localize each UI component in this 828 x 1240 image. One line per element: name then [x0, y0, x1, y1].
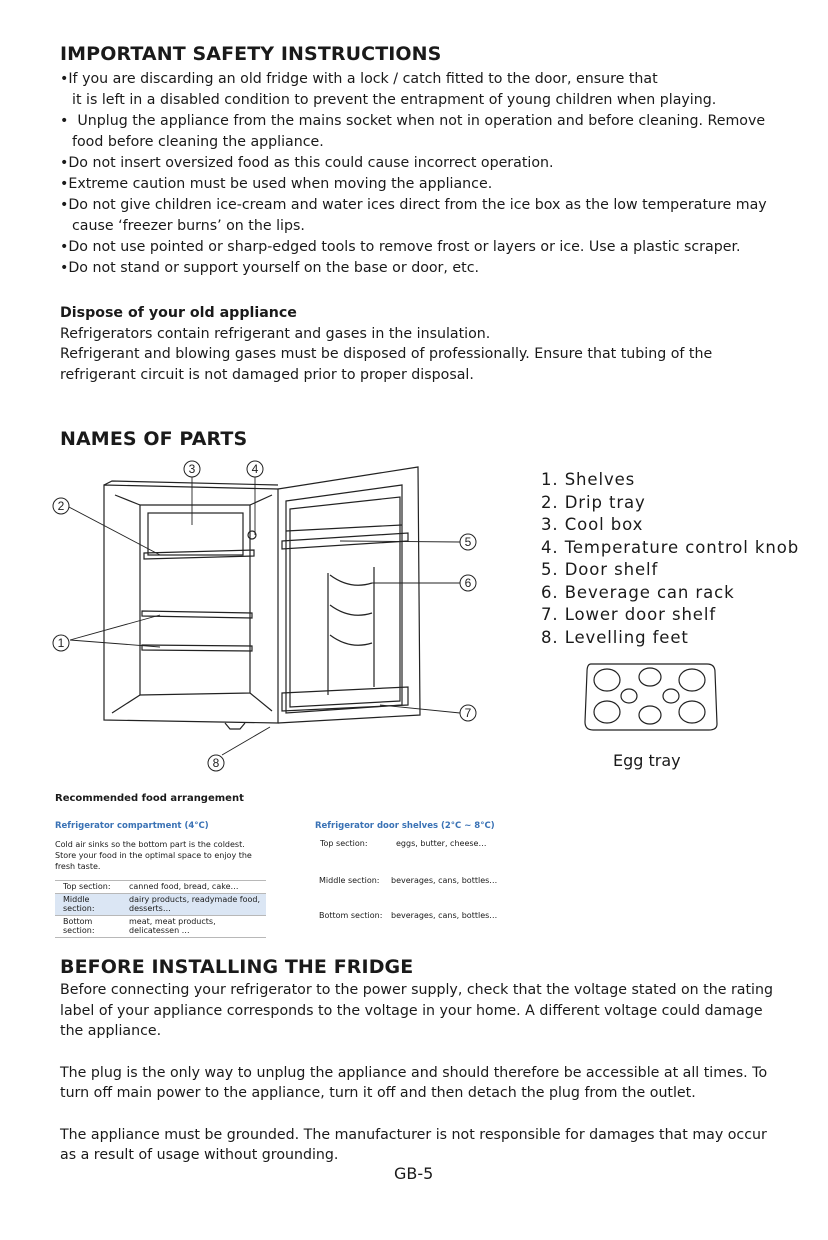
- door-row-middle-items: beverages, cans, bottles…: [391, 876, 498, 885]
- shelf-lower: [142, 645, 252, 651]
- svg-text:6: 6: [464, 576, 472, 590]
- cabinet-outline: [104, 485, 278, 723]
- table-row: Top section: canned food, bread, cake…: [55, 881, 266, 894]
- parts-list: [541, 469, 799, 649]
- door-heading: Refrigerator door shelves (2°C ~ 8°C): [315, 821, 495, 831]
- before-section: [60, 980, 780, 1187]
- svg-text:2: 2: [57, 499, 65, 513]
- part-item: 8. Levelling feet: [541, 627, 689, 647]
- cool-box: [148, 513, 243, 555]
- shelf-upper: [142, 611, 252, 618]
- fridge-diagram: [40, 455, 500, 775]
- part-item: 5. Door shelf: [541, 560, 659, 579]
- parts-title: NAMES OF PARTS: [60, 428, 248, 450]
- safety-bullet-6: •Do not use pointed or sharp-edged tools to remove frost or layers or ice. Use a plastic scraper.: [60, 239, 741, 255]
- food-arrangement-title: Recommended food arrangement: [55, 793, 244, 804]
- compartment-note: Cold air sinks so the bottom part is the coldest. Store your food in the optimal space to enjoy the fresh taste.: [55, 840, 252, 871]
- cabinet-liner: [140, 505, 250, 695]
- safety-bullet-4: •Extreme caution must be used when moving the appliance.: [60, 176, 493, 192]
- lower-door-shelf: [282, 687, 408, 711]
- svg-text:4: 4: [251, 462, 259, 476]
- part-item: 1. Shelves: [541, 470, 636, 489]
- svg-text:3: 3: [188, 462, 196, 476]
- fridge-door: [278, 467, 420, 723]
- dispose-line-3: refrigerant circuit is not damaged prior to proper disposal.: [60, 366, 474, 383]
- door-row-top-items: eggs, butter, cheese…: [396, 839, 487, 848]
- safety-list: [60, 69, 780, 279]
- door-row-middle-section: Middle section:: [319, 876, 380, 885]
- compartment-table: [55, 880, 266, 938]
- safety-bullet-2: • Unplug the appliance from the mains socket when not in operation and before cleaning. Remove food before cleaning the appliance.: [60, 113, 766, 150]
- safety-bullet-5: •Do not give children ice-cream and water ices direct from the ice box as the low temperature may cause ‘freezer burns’ on the lips.: [60, 197, 767, 234]
- svg-text:1: 1: [57, 636, 65, 650]
- svg-text:7: 7: [464, 706, 472, 720]
- part-item: 3. Cool box: [541, 515, 644, 534]
- safety-bullet-7: •Do not stand or support yourself on the base or door, etc.: [60, 260, 480, 276]
- dispose-line-2: Refrigerant and blowing gases must be disposed of professionally. Ensure that tubing of the: [60, 346, 713, 362]
- part-item: 7. Lower door shelf: [541, 605, 717, 624]
- beverage-can-rack: [330, 575, 372, 645]
- safety-bullet-3: •Do not insert oversized food as this could cause incorrect operation.: [60, 155, 554, 171]
- dispose-section: [60, 303, 780, 385]
- before-paragraph-3: The appliance must be grounded. The manufacturer is not responsible for damages that may occur as a result of usage without grounding.: [60, 1126, 767, 1163]
- part-item: 4. Temperature control knob: [541, 537, 800, 557]
- door-row-bottom-items: beverages, cans, bottles…: [391, 911, 498, 920]
- table-row: Bottom section: meat, meat products, delicatessen …: [55, 915, 266, 937]
- before-paragraph-1: Before connecting your refrigerator to the power supply, check that the voltage stated on the rating label of your appliance corresponds to the voltage in your home. A different voltage could damage the appliance.: [60, 982, 773, 1039]
- dispose-line-1: Refrigerators contain refrigerant and gases in the insulation.: [60, 325, 491, 342]
- levelling-foot: [225, 723, 245, 729]
- safety-bullet-1: •If you are discarding an old fridge with a lock / catch fitted to the door, ensure that it is left in a disabled condition to prevent the entrapment of young children when playing.: [60, 71, 717, 108]
- before-title: BEFORE INSTALLING THE FRIDGE: [60, 956, 414, 978]
- door-row-top-section: Top section:: [320, 839, 368, 848]
- svg-text:5: 5: [464, 535, 472, 549]
- table-row: Middle section: dairy products, readymade food, desserts…: [55, 893, 266, 915]
- before-paragraph-2: The plug is the only way to unplug the appliance and should therefore be accessible at all times. To turn off main power to the appliance, turn it off and then detach the plug from the outlet.: [60, 1064, 768, 1101]
- page-number: GB-5: [394, 1164, 434, 1183]
- egg-tray-illustration: [583, 660, 721, 734]
- safety-title: IMPORTANT SAFETY INSTRUCTIONS: [60, 43, 442, 65]
- part-item: 2. Drip tray: [541, 492, 646, 512]
- part-item: 6. Beverage can rack: [541, 582, 735, 602]
- egg-tray-label: Egg tray: [613, 751, 681, 770]
- door-row-bottom-section: Bottom section:: [319, 911, 383, 920]
- svg-text:8: 8: [212, 756, 220, 770]
- compartment-heading: Refrigerator compartment (4°C): [55, 821, 209, 831]
- dispose-heading: Dispose of your old appliance: [60, 305, 297, 321]
